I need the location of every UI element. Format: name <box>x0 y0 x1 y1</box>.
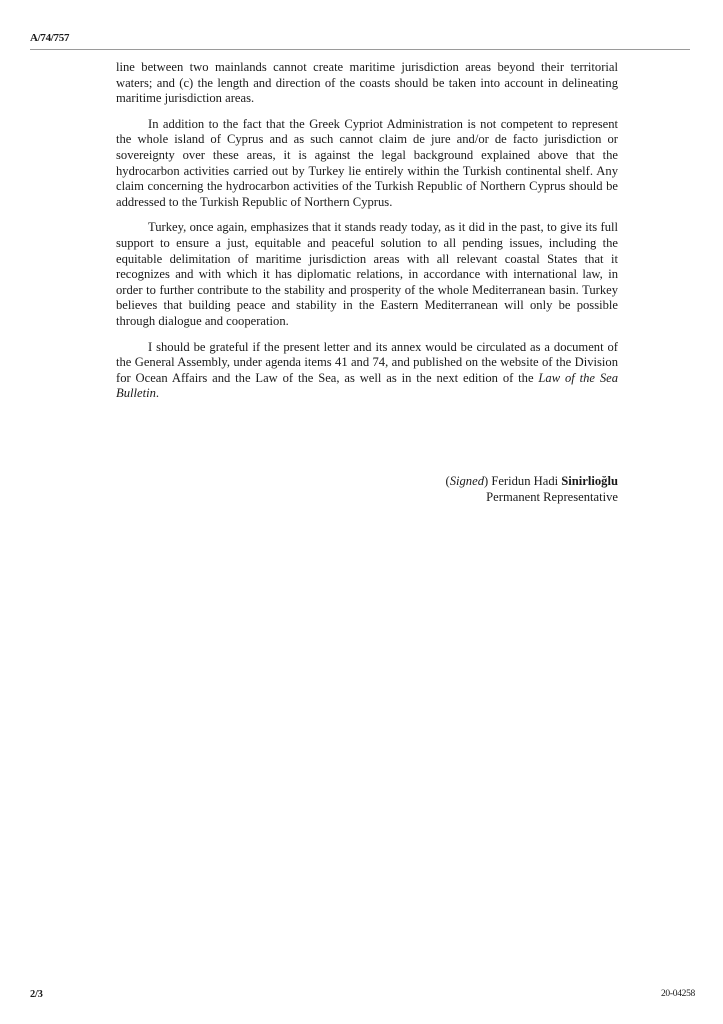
signatory-line: (Signed) Feridun Hadi Sinirlioğlu <box>445 474 618 488</box>
letter-body <box>116 60 618 412</box>
paragraph-circulation-request <box>116 340 618 402</box>
signatory-title: Permanent Representative <box>486 490 618 504</box>
bulletin-title: Law of the Sea Bulletin <box>116 370 618 401</box>
page-number: 2/3 <box>30 989 43 1000</box>
paragraph-continuation: line between two mainlands cannot create maritime jurisdiction areas beyond their territorial waters; and (c) the length and direction of the coasts should be taken into account in delineating maritime jurisdiction areas. <box>116 60 618 106</box>
signatory-given-names: ) Feridun Hadi <box>484 474 562 488</box>
circulation-end: . <box>155 386 160 401</box>
job-number: 20-04258 <box>660 989 695 999</box>
signature-block <box>446 473 618 505</box>
header-rule <box>30 49 690 50</box>
signatory-surname: Sinirlioğlu <box>561 474 618 488</box>
paragraph-competence: In addition to the fact that the Greek Cypriot Administration is not competent to represent the whole island of Cyprus and as such cannot claim de jure and/or de facto jurisdiction or sovereignty over these areas, it is against the legal background explained above that the hydrocarbon activities carried out by Turkey lie entirely within the Turkish continental shelf. Any claim concerning the hydrocarbon activities of the Turkish Republic of Northern Cyprus should be addressed to the Turkish Republic of Northern Cyprus. <box>116 116 618 209</box>
circulation-text: I should be grateful if the present letter and its annex would be circulated as a document of the General Assembly, under agenda items 41 and 74, and published on the website of the Division for Ocean Affairs and the Law of the Sea, as well as in the next edition of the <box>116 339 618 385</box>
paragraph-turkey-support: Turkey, once again, emphasizes that it stands ready today, as it did in the past, to give its full support to ensure a just, equitable and peaceful solution to all pending issues, including the equitable delimitation of maritime jurisdiction areas with all relevant coastal States that it recognizes and with which it has diplomatic relations, in accordance with international law, in order to further contribute to the stability and prosperity of the whole Mediterranean basin. Turkey believes that building peace and stability in the Eastern Mediterranean will only be possible through dialogue and cooperation. <box>116 220 618 328</box>
document-symbol: A/74/757 <box>30 32 70 44</box>
signed-label: Signed <box>449 474 484 488</box>
